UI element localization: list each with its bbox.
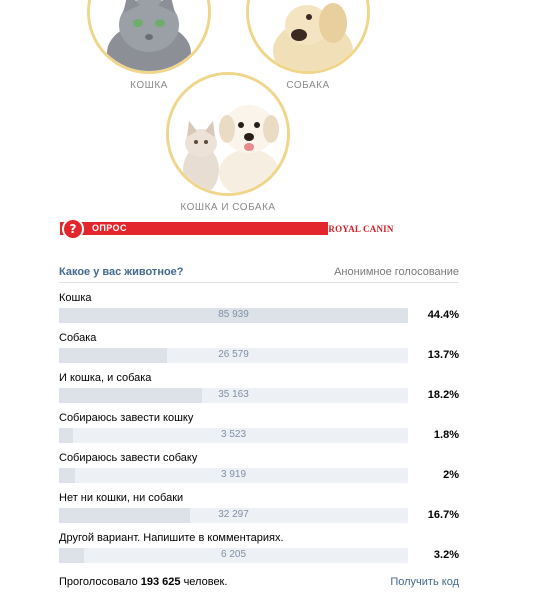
option-count: 3 919 — [220, 469, 247, 480]
option-percent: 2% — [443, 469, 459, 481]
poll-option[interactable] — [59, 452, 459, 483]
poll-header — [59, 262, 459, 283]
option-count: 35 163 — [218, 389, 249, 400]
cat-and-dog-icon — [166, 72, 290, 196]
total-votes — [59, 576, 227, 588]
anonymous-label: Анонимное голосование — [334, 266, 459, 278]
pet-images — [0, 0, 545, 220]
poll-option[interactable] — [59, 492, 459, 523]
option-bar — [59, 548, 408, 563]
banner-label: ОПРОС — [92, 223, 127, 233]
poll-banner — [60, 218, 460, 240]
brand-logo: ROYAL CANIN — [328, 221, 394, 237]
option-label: Другой вариант. Напишите в комментариях. — [59, 532, 284, 544]
total-count: 193 625 — [140, 576, 181, 588]
option-label: Нет ни кошки, ни собаки — [59, 492, 184, 504]
poll-footer — [59, 576, 459, 588]
poll — [59, 262, 459, 588]
poll-option[interactable] — [59, 412, 459, 443]
option-label: И кошка, и собака — [59, 372, 152, 384]
option-percent: 3.2% — [433, 549, 459, 561]
option-percent: 44.4% — [427, 309, 459, 321]
option-count: 26 579 — [218, 349, 249, 360]
pet-caption: КОШКА И СОБАКА — [180, 202, 276, 213]
poll-question: Какое у вас животное? — [59, 266, 184, 278]
total-prefix: Проголосовало — [59, 576, 138, 588]
total-suffix: человек. — [183, 576, 228, 588]
poll-option[interactable] — [59, 532, 459, 563]
option-percent: 1.8% — [433, 429, 459, 441]
option-bar — [59, 468, 408, 483]
cat-icon — [87, 0, 211, 74]
poll-option[interactable] — [59, 292, 459, 323]
option-percent: 16.7% — [427, 509, 459, 521]
option-bar — [59, 388, 408, 403]
option-bar — [59, 348, 408, 363]
option-label: Кошка — [59, 292, 92, 304]
option-label: Собираюсь завести кошку — [59, 412, 194, 424]
option-percent: 18.2% — [427, 389, 459, 401]
option-percent: 13.7% — [427, 349, 459, 361]
get-code-link[interactable]: Получить код — [390, 576, 459, 588]
option-label: Собака — [59, 332, 97, 344]
option-count: 6 205 — [220, 549, 247, 560]
poll-option[interactable] — [59, 372, 459, 403]
pet-caption: СОБАКА — [286, 80, 330, 91]
option-bar — [59, 428, 408, 443]
question-mark-icon: ? — [62, 218, 84, 240]
option-count: 3 523 — [220, 429, 247, 440]
dog-icon — [246, 0, 370, 74]
option-label: Собираюсь завести собаку — [59, 452, 198, 464]
option-bar — [59, 308, 408, 323]
pet-cat-and-dog[interactable] — [166, 72, 290, 213]
option-bar — [59, 508, 408, 523]
option-count: 85 939 — [218, 309, 249, 320]
pet-caption: КОШКА — [130, 80, 168, 91]
option-count: 32 297 — [218, 509, 249, 520]
poll-option[interactable] — [59, 332, 459, 363]
